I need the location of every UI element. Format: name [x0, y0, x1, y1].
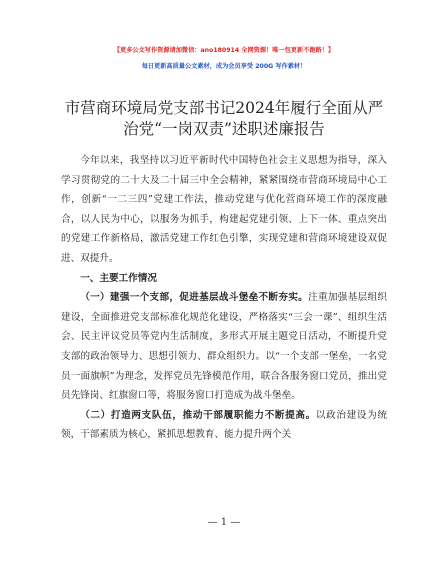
promo-line-wechat: 【更多公文写作资源请加微信：ano180914 全网资源！唯一包更新不跑路！】 — [113, 47, 335, 54]
item-2-heading: （二）打造两支队伍，推动干部履职能力不断提高。 — [80, 409, 316, 421]
document-title — [56, 98, 392, 140]
item-2-paragraph — [61, 406, 387, 445]
section-heading: 一、主要工作情况 — [80, 272, 157, 284]
title-line-1: 市营商环境局党支部书记2024年履行全面从严 — [64, 99, 384, 117]
item-2-text: 以政治建设为统领，干部素质为核心，紧抓思想教育、能力提升两个关 — [61, 409, 388, 441]
page-number: — 1 — — [207, 517, 241, 528]
document-body — [61, 151, 387, 445]
promo-banner — [0, 44, 448, 73]
item-1-paragraph — [61, 288, 387, 406]
promo-line-membership: 每日更新高质量公文素材，成为会员享受 200G 写作素材！ — [141, 63, 307, 70]
intro-paragraph: 今年以来，我坚持以习近平新时代中国特色社会主义思想为指导，深入学习贯彻党的二十大及二十届三中全会精神，紧紧围绕市营商环境局中心工作，创新“一二三四”党建工作法，推动党建与优化营商环境工作的深度融合，以人民为中心，以服务为抓手，构建起党建引领、上下一体、重点突出的党建工作新格局，激活党建工作红色引擎，实现党建和营商环境建设双促进、双提升。 — [61, 155, 387, 264]
item-1-heading: （一）建强一个支部，促进基层战斗堡垒不断夯实。 — [80, 292, 309, 304]
item-1-text: 注重加强基层组织建设，全面推进党支部标准化规范化建设，严格落实“三会一课”、组织生活会、民主评议党员等党内生活制度，多形式开展主题党日活动，不断提升党支部的政治领导力、思想引领力、群众组织力。以“一个支部一堡垒，一名党员一面旗帜”为理念，发挥党员先锋模范作用，联合各服务窗口党员，推出党员先锋岗、红旗窗口等，将服务窗口打造成为战斗堡垒。 — [61, 292, 388, 402]
title-line-2: 治党“一岗双责”述职述廉报告 — [123, 120, 325, 138]
